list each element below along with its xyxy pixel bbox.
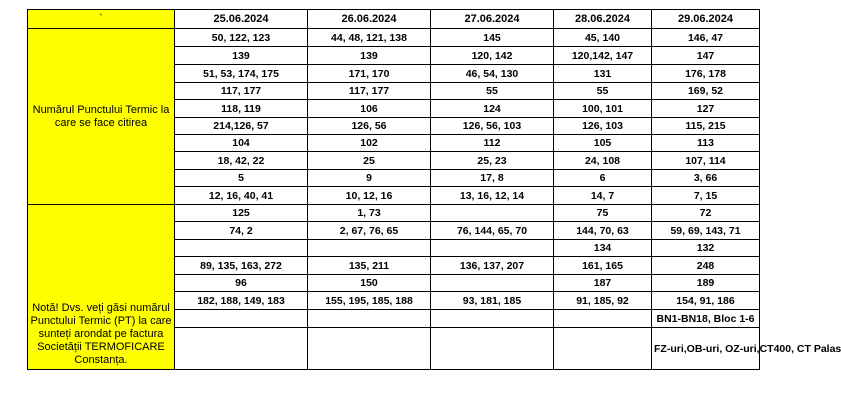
table-cell: 131: [554, 65, 652, 83]
table-cell: 126, 103: [554, 118, 652, 135]
table-cell: 120, 142: [431, 47, 554, 65]
table-cell: 74, 2: [175, 222, 308, 240]
table-cell: [431, 328, 554, 370]
table-cell: 182, 188, 149, 183: [175, 292, 308, 310]
table-cell: 147: [652, 47, 760, 65]
table-cell: 12, 16, 40, 41: [175, 187, 308, 205]
table-cell: 102: [308, 135, 431, 152]
date-header: 28.06.2024: [554, 10, 652, 29]
table-cell: 104: [175, 135, 308, 152]
table-cell: [431, 310, 554, 328]
table-cell: 150: [308, 275, 431, 292]
table-cell: 134: [554, 240, 652, 257]
table-cell: 14, 7: [554, 187, 652, 205]
table-cell: [308, 240, 431, 257]
table-cell: 3, 66: [652, 170, 760, 187]
header-row: [28, 10, 760, 29]
table-cell: 115, 215: [652, 118, 760, 135]
table-cell: 13, 16, 12, 14: [431, 187, 554, 205]
table-row: [28, 205, 760, 222]
date-header: 27.06.2024: [431, 10, 554, 29]
table-cell: [431, 240, 554, 257]
table-cell: BN1-BN18, Bloc 1-6: [652, 310, 760, 328]
pt-label-cell: Numărul Punctului Termic la care se face citirea: [28, 29, 175, 205]
table-row: [28, 29, 760, 47]
table-cell: 1, 73: [308, 205, 431, 222]
table-cell: 125: [175, 205, 308, 222]
table-cell: 44, 48, 121, 138: [308, 29, 431, 47]
table-cell: [175, 310, 308, 328]
note-label-cell: Notă! Dvs. veți găsi numărul Punctului Termic (PT) la care sunteți arondat pe factura Societății TERMOFICARE Constanța.: [28, 205, 175, 370]
date-header: 25.06.2024: [175, 10, 308, 29]
table-cell: 139: [175, 47, 308, 65]
table-cell: 6: [554, 170, 652, 187]
table-cell: 50, 122, 123: [175, 29, 308, 47]
table-cell: 45, 140: [554, 29, 652, 47]
table-cell: [308, 328, 431, 370]
table-cell: 176, 178: [652, 65, 760, 83]
table-cell: 120,142, 147: [554, 47, 652, 65]
table-cell: 24, 108: [554, 152, 652, 170]
table-cell: 127: [652, 100, 760, 118]
table-cell: 59, 69, 143, 71: [652, 222, 760, 240]
table-cell: 187: [554, 275, 652, 292]
date-header: 26.06.2024: [308, 10, 431, 29]
table-cell: 105: [554, 135, 652, 152]
table-cell: 155, 195, 185, 188: [308, 292, 431, 310]
table-cell: 106: [308, 100, 431, 118]
table-cell: 5: [175, 170, 308, 187]
table-cell: 135, 211: [308, 257, 431, 275]
table-cell: 144, 70, 63: [554, 222, 652, 240]
table-cell: 126, 56, 103: [431, 118, 554, 135]
table-cell: 189: [652, 275, 760, 292]
table-cell: 171, 170: [308, 65, 431, 83]
table-cell: FZ-uri,OB-uri, OZ-uri,CT400, CT Palas: [652, 328, 760, 370]
pt-schedule-table: [27, 9, 841, 370]
table-cell: 76, 144, 65, 70: [431, 222, 554, 240]
table-cell: 117, 177: [175, 83, 308, 100]
table-cell: 107, 114: [652, 152, 760, 170]
table-cell: 10, 12, 16: [308, 187, 431, 205]
table-cell: 25, 23: [431, 152, 554, 170]
table-cell: [175, 328, 308, 370]
table-cell: 113: [652, 135, 760, 152]
table-cell: 126, 56: [308, 118, 431, 135]
table-cell: 75: [554, 205, 652, 222]
table-cell: 117, 177: [308, 83, 431, 100]
table-cell: [554, 310, 652, 328]
table-cell: 72: [652, 205, 760, 222]
table-cell: [554, 328, 652, 370]
table-cell: [175, 240, 308, 257]
table-cell: 25: [308, 152, 431, 170]
table-cell: 46, 54, 130: [431, 65, 554, 83]
date-header: 29.06.2024: [652, 10, 760, 29]
table-cell: 118, 119: [175, 100, 308, 118]
table-cell: 96: [175, 275, 308, 292]
table-cell: 7, 15: [652, 187, 760, 205]
table-cell: 112: [431, 135, 554, 152]
table-cell: 9: [308, 170, 431, 187]
table-cell: 89, 135, 163, 272: [175, 257, 308, 275]
table-cell: 248: [652, 257, 760, 275]
corner-cell: `: [28, 10, 175, 29]
table-cell: 2, 67, 76, 65: [308, 222, 431, 240]
table-cell: 139: [308, 47, 431, 65]
table-cell: 146, 47: [652, 29, 760, 47]
table-cell: 132: [652, 240, 760, 257]
table-cell: 91, 185, 92: [554, 292, 652, 310]
table-cell: 55: [554, 83, 652, 100]
table-cell: 124: [431, 100, 554, 118]
table-cell: 161, 165: [554, 257, 652, 275]
table-cell: [308, 310, 431, 328]
table-cell: [431, 275, 554, 292]
table-cell: [431, 205, 554, 222]
table-cell: 51, 53, 174, 175: [175, 65, 308, 83]
table-cell: 154, 91, 186: [652, 292, 760, 310]
table-cell: 136, 137, 207: [431, 257, 554, 275]
table-cell: 93, 181, 185: [431, 292, 554, 310]
table-cell: 100, 101: [554, 100, 652, 118]
table-cell: 214,126, 57: [175, 118, 308, 135]
table-cell: 18, 42, 22: [175, 152, 308, 170]
table-cell: 17, 8: [431, 170, 554, 187]
table-cell: 55: [431, 83, 554, 100]
table-cell: 169, 52: [652, 83, 760, 100]
table-cell: 145: [431, 29, 554, 47]
